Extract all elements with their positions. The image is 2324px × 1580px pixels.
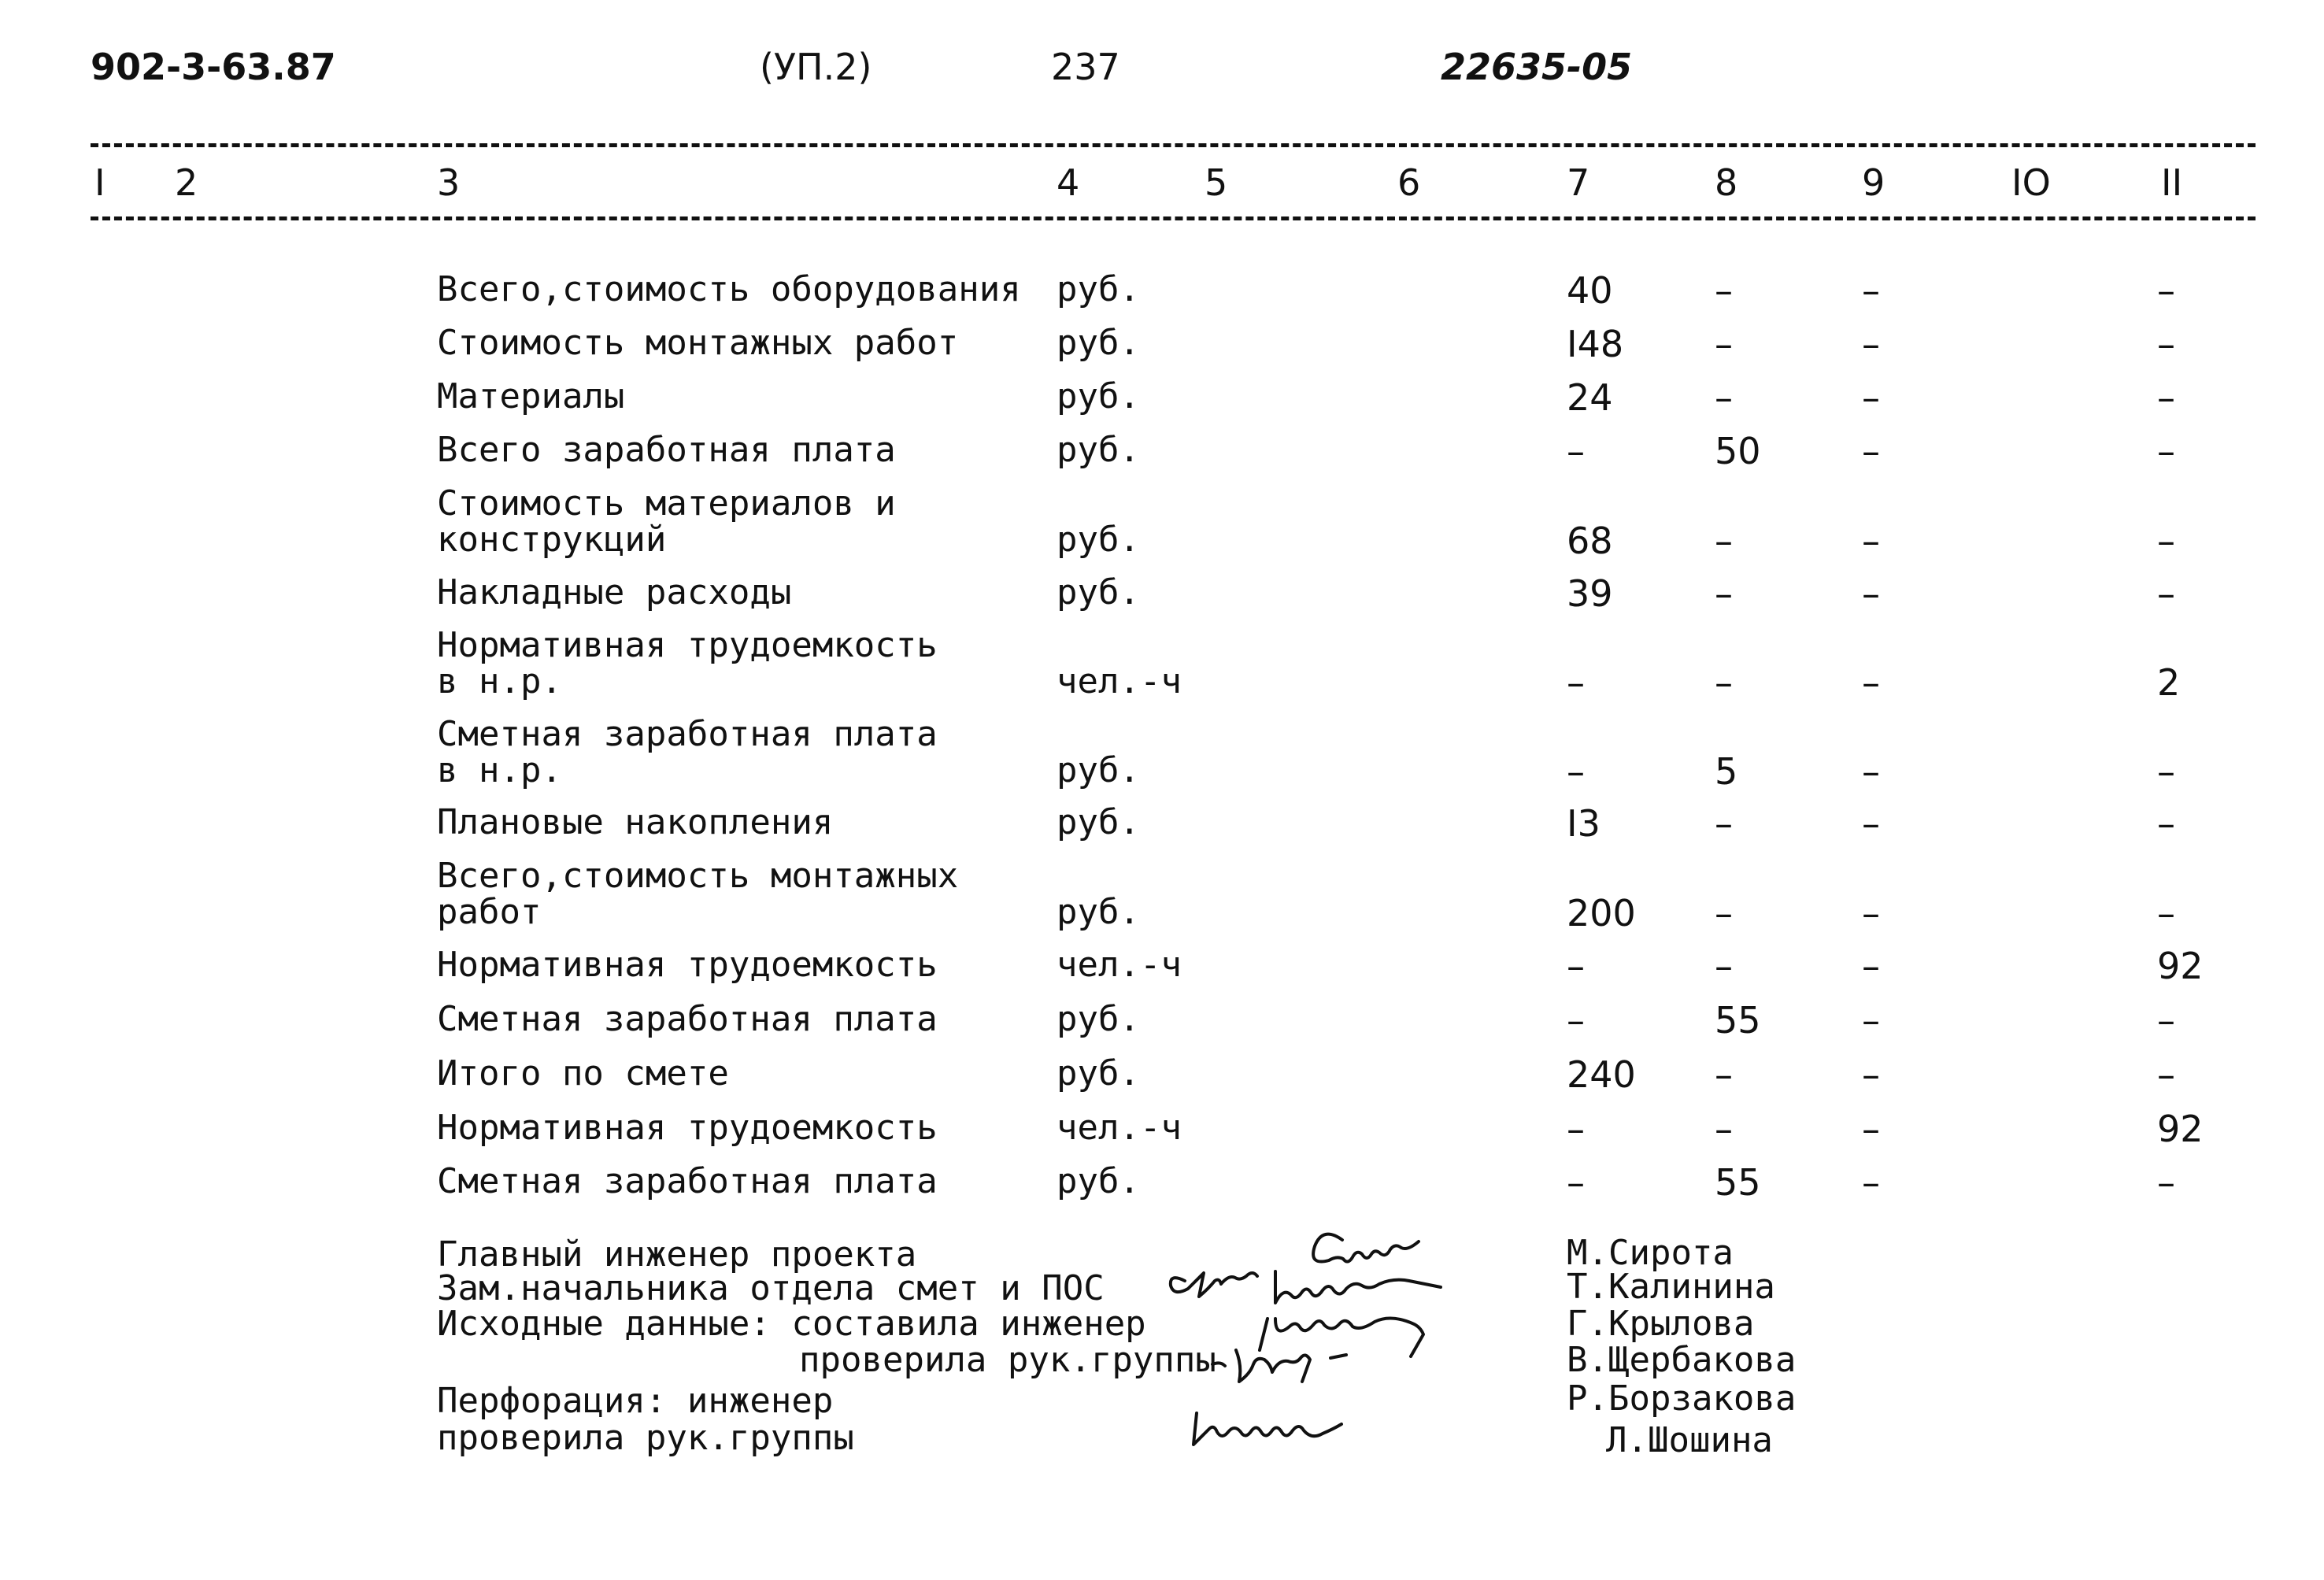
row-col8: – [1715, 945, 1733, 987]
row-col11: – [2157, 376, 2175, 419]
signature-role: проверила рук.группы [437, 1418, 854, 1458]
row-label-cont: в н.р. [437, 661, 562, 701]
row-col8: – [1715, 1053, 1733, 1096]
row-col9: – [1862, 323, 1880, 365]
row-col9: – [1862, 520, 1880, 562]
row-col7: I3 [1567, 802, 1601, 845]
column-number-6: 6 [1397, 161, 1421, 204]
row-unit: руб. [1057, 323, 1140, 363]
row-col7: 40 [1567, 269, 1613, 312]
signatory-name: Т.Калинина [1567, 1267, 1775, 1307]
row-col7: – [1567, 750, 1585, 793]
row-label: Всего,стоимость оборудования [437, 269, 1021, 309]
column-number-3: 3 [437, 161, 461, 204]
row-col8: – [1715, 1108, 1733, 1150]
signatory-name: В.Щербакова [1567, 1340, 1797, 1380]
row-col11: – [2157, 323, 2175, 365]
row-col9: – [1862, 1108, 1880, 1150]
row-col8: – [1715, 376, 1733, 419]
row-col7: – [1567, 945, 1585, 987]
column-number-5: 5 [1205, 161, 1228, 204]
column-number-4: 4 [1057, 161, 1080, 204]
signatory-name: Л.Шошина [1606, 1420, 1773, 1460]
row-col9: – [1862, 269, 1880, 312]
row-col7: – [1567, 1108, 1585, 1150]
row-col11: – [2157, 999, 2175, 1042]
row-unit: руб. [1057, 376, 1140, 416]
row-col9: – [1862, 1053, 1880, 1096]
column-number-11: II [2161, 161, 2183, 204]
row-unit: чел.-ч [1057, 945, 1182, 985]
signatory-name: Г.Крылова [1567, 1304, 1755, 1344]
signature-role: Исходные данные: составила инженер [437, 1304, 1146, 1344]
row-label: Сметная заработная плата [437, 714, 938, 754]
row-col8: – [1715, 802, 1733, 845]
row-col11: – [2157, 520, 2175, 562]
handwritten-signatures [1149, 1208, 1519, 1476]
row-label: Нормативная трудоемкость [437, 945, 938, 985]
row-label: Всего заработная плата [437, 430, 896, 470]
document-code: 902-3-63.87 [91, 46, 336, 88]
row-col7: 68 [1567, 520, 1613, 562]
row-col8: – [1715, 269, 1733, 312]
row-col9: – [1862, 376, 1880, 419]
row-label-cont: работ [437, 892, 542, 932]
row-col9: – [1862, 572, 1880, 615]
row-col7: – [1567, 1161, 1585, 1204]
row-col11: – [2157, 430, 2175, 472]
row-unit: руб. [1057, 269, 1140, 309]
row-label: Сметная заработная плата [437, 1161, 938, 1201]
row-col8: – [1715, 520, 1733, 562]
column-number-10: IO [2011, 161, 2051, 204]
row-col9: – [1862, 945, 1880, 987]
row-label: Стоимость материалов и [437, 483, 896, 524]
signatory-name: М.Сирота [1567, 1233, 1734, 1273]
row-col11: 92 [2157, 1108, 2204, 1150]
signature-shoshina [1193, 1413, 1341, 1445]
row-col11: – [2157, 1161, 2175, 1204]
page-number: 237 [1051, 46, 1120, 88]
row-unit: чел.-ч [1057, 1108, 1182, 1148]
signature-krylova [1275, 1271, 1441, 1303]
column-number-8: 8 [1715, 161, 1738, 204]
row-label: Сметная заработная плата [437, 999, 938, 1039]
row-unit: руб. [1057, 892, 1140, 932]
row-col11: – [2157, 572, 2175, 615]
row-col9: – [1862, 1161, 1880, 1204]
row-col8: – [1715, 572, 1733, 615]
row-col11: – [2157, 269, 2175, 312]
header-bottom-rule [91, 216, 2256, 220]
signature-role: Главный инженер проекта [437, 1234, 917, 1275]
row-col11: – [2157, 892, 2175, 934]
inventory-number: 22635-05 [1441, 46, 1633, 88]
column-number-2: 2 [175, 161, 198, 204]
row-col8: 55 [1715, 999, 1761, 1042]
row-col9: – [1862, 430, 1880, 472]
row-label: Стоимость монтажных работ [437, 323, 959, 363]
signature-role: Перфорация: инженер [437, 1381, 834, 1421]
signature-kalinina [1171, 1273, 1257, 1297]
row-label: Плановые накопления [437, 802, 834, 842]
row-col7: – [1567, 430, 1585, 472]
signature-borzakova [1212, 1350, 1346, 1382]
row-col9: – [1862, 661, 1880, 704]
row-label: Нормативная трудоемкость [437, 1108, 938, 1148]
row-label-cont: в н.р. [437, 750, 562, 790]
row-col9: – [1862, 802, 1880, 845]
row-unit: руб. [1057, 999, 1140, 1039]
header-top-rule [91, 143, 2256, 147]
row-label: Итого по смете [437, 1053, 729, 1093]
row-unit: руб. [1057, 572, 1140, 612]
signatory-name: Р.Борзакова [1567, 1378, 1797, 1419]
row-col11: – [2157, 750, 2175, 793]
row-col8: 5 [1715, 750, 1738, 793]
signature-shcherbakova [1260, 1318, 1423, 1356]
row-unit: чел.-ч [1057, 661, 1182, 701]
row-col11: 92 [2157, 945, 2204, 987]
row-col8: – [1715, 323, 1733, 365]
column-number-7: 7 [1567, 161, 1590, 204]
column-number-1: I [94, 161, 105, 204]
row-col9: – [1862, 892, 1880, 934]
row-label: Материалы [437, 376, 625, 416]
row-col8: – [1715, 661, 1733, 704]
row-col7: 200 [1567, 892, 1636, 934]
column-number-9: 9 [1862, 161, 1885, 204]
row-col9: – [1862, 999, 1880, 1042]
row-unit: руб. [1057, 1161, 1140, 1201]
row-col8: – [1715, 892, 1733, 934]
row-label: Всего,стоимость монтажных [437, 856, 959, 896]
row-label: Накладные расходы [437, 572, 792, 612]
row-col7: 24 [1567, 376, 1613, 419]
row-col8: 50 [1715, 430, 1761, 472]
row-col7: – [1567, 661, 1585, 704]
row-unit: руб. [1057, 750, 1140, 790]
row-col7: – [1567, 999, 1585, 1042]
row-col11: 2 [2157, 661, 2181, 704]
row-unit: руб. [1057, 802, 1140, 842]
row-label-cont: конструкций [437, 520, 667, 560]
row-col8: 55 [1715, 1161, 1761, 1204]
row-unit: руб. [1057, 430, 1140, 470]
row-col7: 39 [1567, 572, 1613, 615]
row-label: Нормативная трудоемкость [437, 625, 938, 665]
signature-role: Зам.начальника отдела смет и ПОС [437, 1268, 1105, 1308]
section-label: (УП.2) [760, 46, 872, 88]
row-col7: I48 [1567, 323, 1624, 365]
row-col7: 240 [1567, 1053, 1636, 1096]
signature-sirota [1313, 1234, 1419, 1262]
row-col11: – [2157, 1053, 2175, 1096]
row-unit: руб. [1057, 1053, 1140, 1093]
row-col11: – [2157, 802, 2175, 845]
row-unit: руб. [1057, 520, 1140, 560]
row-col9: – [1862, 750, 1880, 793]
signature-role: проверила рук.группы [799, 1340, 1216, 1380]
